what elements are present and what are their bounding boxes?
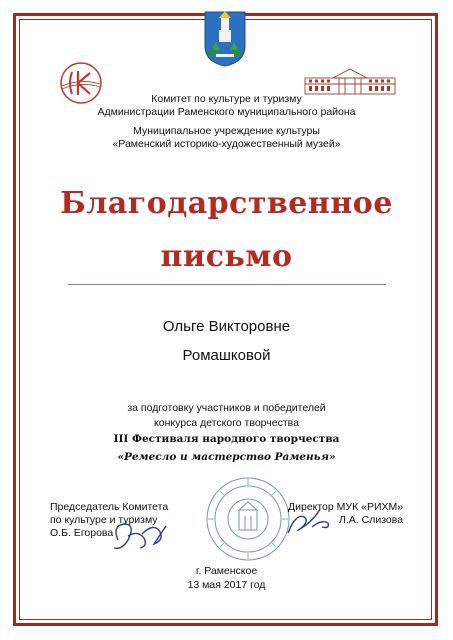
title-divider [68,284,386,285]
left-signatory-title-1: Председатель Комитета [50,501,169,513]
title-line-1: Благодарственное [60,186,393,221]
museum-line-1: Муниципальное учреждение культуры [133,125,320,137]
right-signature-icon [282,503,334,539]
recipient-first-name: Ольге Викторовне [162,318,291,335]
committee-line-1: Комитет по культуре и туризму [151,93,302,105]
left-signature-icon [108,518,170,556]
museum-line-2: «Раменский историко-художественный музей» [112,138,341,150]
right-signatory-title: Директор МУК «РИХМ» [288,501,404,513]
left-signatory-name: О.Б. Егорова [50,527,114,539]
reason-line-1: за подготовку участников и победителей [127,402,326,414]
museum-stamp-icon [205,476,291,562]
reason-line-2: конкурса детского творчества [154,417,299,429]
museum-building-logo-icon [303,66,397,96]
festival-name-line-1: III Фестиваля народного творчества [113,433,340,445]
recipient-last-name: Ромашковой [182,347,271,364]
coat-of-arms-icon [202,8,248,68]
committee-line-2: Администрации Раменского муниципального района [97,106,356,118]
title-line-2: письмо [160,239,293,274]
festival-name-line-2: «Ремесло и мастерство Раменья» [117,451,336,463]
left-signatory-title-2: по культуре и туризму [50,514,158,526]
city: г. Раменское [195,565,258,577]
issue-date: 13 мая 2017 год [187,579,266,591]
right-signatory-name: Л.А. Слизова [339,514,404,526]
